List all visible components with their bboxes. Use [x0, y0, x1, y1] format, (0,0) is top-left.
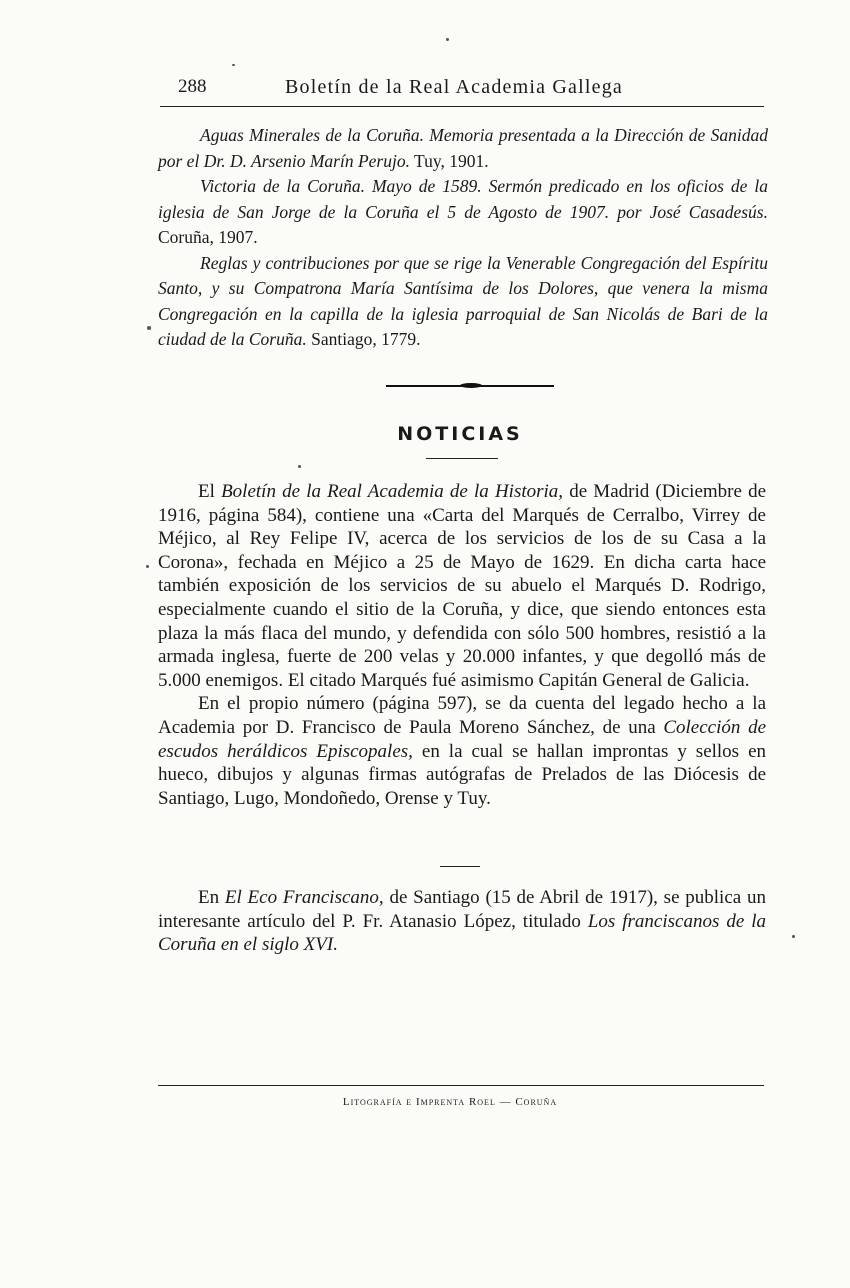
footer-rule	[158, 1085, 764, 1086]
section-divider-ornament	[386, 383, 554, 389]
news-block	[158, 480, 766, 810]
news-separator	[440, 866, 480, 867]
paper-speck	[298, 465, 301, 468]
paper-speck	[792, 935, 795, 938]
entry-imprint: Tuy, 1901.	[409, 150, 489, 171]
entry-imprint: Santiago, 1779.	[306, 329, 421, 349]
section-title: NOTICIAS	[397, 423, 523, 445]
bibliography-list	[158, 123, 768, 353]
entry-title: Aguas Minerales de la Coruña. Memoria presentada a la Dirección de Sanidad por el Dr. D. Arsenio Marín Perujo.	[158, 125, 768, 171]
bibliography-entry	[158, 123, 768, 174]
paper-speck	[232, 64, 235, 66]
cited-title: Los franciscanos de la Coruña en el siglo XVI.	[158, 910, 767, 956]
title-underline	[426, 458, 498, 459]
entry-title: Reglas y contribuciones por que se rige la Venerable Congregación del Espíritu Santo, y su Compatrona María Santísima de los Dolores, que venera la misma Congregación en la capilla de la iglesia parroquial de San Nicolás de Bari de la ciudad de la Coruña.	[158, 252, 768, 349]
bibliography-entry	[158, 251, 768, 353]
paper-speck	[147, 326, 151, 330]
cited-title: Colección de escudos heráldicos Episcopales,	[158, 716, 767, 762]
ornament-diamond	[460, 383, 482, 388]
news-block	[158, 886, 766, 957]
entry-imprint: Coruña, 1907.	[158, 227, 258, 247]
news-paragraph: El Boletín de la Real Academia de la Historia, de Madrid (Diciembre de 1916, página 584), contiene una «Carta del Marqués de Cerralbo, Virrey de Méjico, al Rey Felipe IV, acerca de los servicios de los de su Casa a la Corona», fechada en Méjico a 25 de Mayo de 1629. En dicha carta hace también exposición de los servicios de su abuelo el Marqués D. Rodrigo, especialmente cuando el sitio de la Coruña, y dice, que siendo entonces esta plaza la más flaca del mundo, y defendida con sólo 500 hombres, resistió a la armada inglesa, fuerte de 200 velas y 20.000 infantes, y que degolló más de 5.000 enemigos. El citado Marqués fué asimismo Capitán General de Galicia.	[158, 481, 767, 691]
cited-title: El Eco Franciscano,	[224, 887, 384, 908]
entry-title: Victoria de la Coruña. Mayo de 1589. Sermón predicado en los oficios de la iglesia de San Jorge de la Coruña el 5 de Agosto de 1907. por José Casadesús.	[158, 176, 768, 222]
cited-title: Boletín de la Real Academia de la Historia,	[221, 481, 564, 502]
paper-speck	[146, 565, 149, 568]
page-number: 288	[178, 76, 207, 97]
printer-imprint: Litografía e Imprenta Roel — Coruña	[342, 1096, 558, 1108]
journal-title: Boletín de la Real Academia Gallega	[285, 76, 623, 98]
bibliography-entry	[158, 174, 768, 251]
news-paragraph: En el propio número (página 597), se da cuenta del legado hecho a la Academia por D. Francisco de Paula Moreno Sánchez, de una Colección de escudos heráldicos Episcopales, en la cual se hallan improntas y sellos en hueco, dibujos y algunas firmas autógrafas de Prelados de las Diócesis de Santiago, Lugo, Mondoñedo, Orense y Tuy.	[158, 693, 767, 809]
news-paragraph: En El Eco Franciscano, de Santiago (15 de Abril de 1917), se publica un interesante artículo del P. Fr. Atanasio López, titulado Los franciscanos de la Coruña en el siglo XVI.	[158, 887, 767, 956]
paper-speck	[446, 38, 449, 41]
running-head	[160, 76, 764, 102]
header-rule	[160, 106, 764, 107]
